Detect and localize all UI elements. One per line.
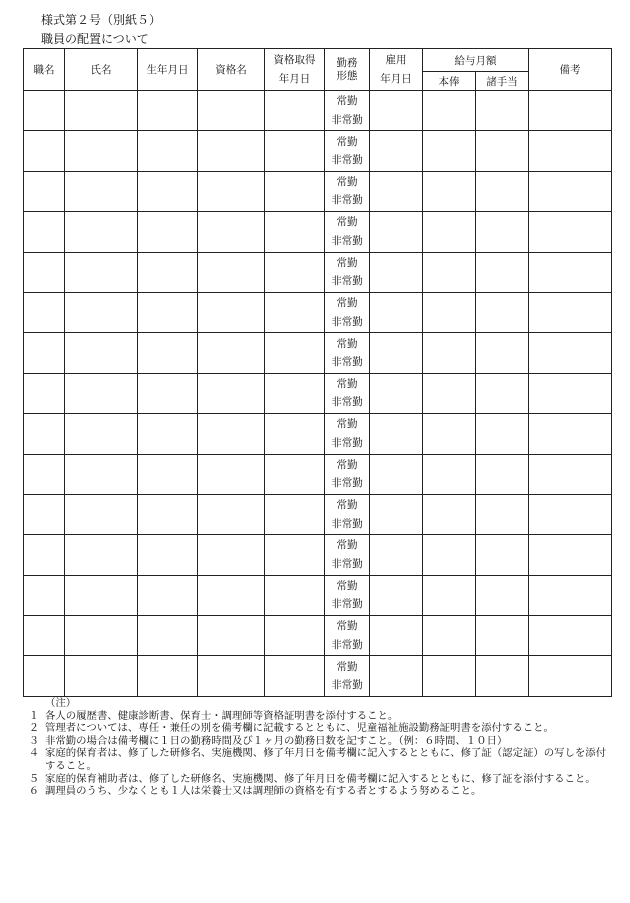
employment-full-time[interactable]: 常勤 bbox=[336, 337, 358, 350]
employment-full-time[interactable]: 常勤 bbox=[336, 579, 358, 592]
base-pay-cell[interactable] bbox=[423, 494, 476, 534]
qualification-cell[interactable] bbox=[198, 414, 265, 454]
header-base-pay: 本俸 bbox=[423, 72, 476, 91]
note-number: ３ bbox=[28, 734, 40, 747]
qualification-cell[interactable] bbox=[198, 333, 265, 373]
header-qual-date-line1: 資格取得 bbox=[273, 54, 316, 67]
birthdate-cell[interactable] bbox=[138, 333, 198, 373]
header-allowances: 諸手当 bbox=[476, 72, 529, 91]
employment-full-time[interactable]: 常勤 bbox=[336, 135, 358, 148]
employment-part-time[interactable]: 非常勤 bbox=[331, 113, 363, 126]
table-row bbox=[24, 575, 612, 615]
note-item bbox=[23, 735, 613, 748]
qualification-cell[interactable] bbox=[198, 131, 265, 171]
header-employment-line1: 勤務 bbox=[336, 57, 358, 70]
job-title-cell[interactable] bbox=[24, 292, 65, 332]
employment-cell bbox=[325, 333, 370, 373]
employment-cell bbox=[325, 252, 370, 292]
qual-date-cell[interactable] bbox=[265, 454, 325, 494]
employment-full-time[interactable]: 常勤 bbox=[336, 297, 358, 310]
birthdate-cell[interactable] bbox=[138, 252, 198, 292]
remarks-cell[interactable] bbox=[529, 454, 612, 494]
hire-date-cell[interactable] bbox=[370, 252, 423, 292]
table-row bbox=[24, 373, 612, 413]
qual-date-cell[interactable] bbox=[265, 292, 325, 332]
table-row bbox=[24, 333, 612, 373]
header-job-title: 職名 bbox=[24, 49, 65, 91]
base-pay-cell[interactable] bbox=[423, 171, 476, 211]
allowances-cell[interactable] bbox=[476, 171, 529, 211]
qualification-cell[interactable] bbox=[198, 171, 265, 211]
base-pay-cell[interactable] bbox=[423, 535, 476, 575]
birthdate-cell[interactable] bbox=[138, 373, 198, 413]
employment-full-time[interactable]: 常勤 bbox=[336, 539, 358, 552]
hire-date-cell[interactable] bbox=[370, 494, 423, 534]
base-pay-cell[interactable] bbox=[423, 292, 476, 332]
birthdate-cell[interactable] bbox=[138, 535, 198, 575]
allowances-cell[interactable] bbox=[476, 91, 529, 131]
employment-part-time[interactable]: 非常勤 bbox=[331, 679, 363, 692]
hire-date-cell[interactable] bbox=[370, 212, 423, 252]
base-pay-cell[interactable] bbox=[423, 212, 476, 252]
qualification-cell[interactable] bbox=[198, 252, 265, 292]
name-cell[interactable] bbox=[65, 454, 138, 494]
table-row bbox=[24, 656, 612, 696]
remarks-cell[interactable] bbox=[529, 373, 612, 413]
base-pay-cell[interactable] bbox=[423, 414, 476, 454]
birthdate-cell[interactable] bbox=[138, 616, 198, 656]
birthdate-cell[interactable] bbox=[138, 131, 198, 171]
table-row bbox=[24, 292, 612, 332]
hire-date-cell[interactable] bbox=[370, 414, 423, 454]
qual-date-cell[interactable] bbox=[265, 494, 325, 534]
note-item bbox=[23, 722, 613, 735]
notes-section bbox=[23, 697, 613, 798]
base-pay-cell[interactable] bbox=[423, 616, 476, 656]
header-hire-line2: 年月日 bbox=[380, 72, 412, 85]
remarks-cell[interactable] bbox=[529, 333, 612, 373]
employment-part-time[interactable]: 非常勤 bbox=[331, 194, 363, 207]
allowances-cell[interactable] bbox=[476, 212, 529, 252]
header-birthdate: 生年月日 bbox=[138, 49, 198, 91]
staff-table bbox=[23, 48, 612, 697]
header-remarks: 備考 bbox=[529, 49, 612, 91]
allowances-cell[interactable] bbox=[476, 454, 529, 494]
note-number: ２ bbox=[28, 722, 40, 735]
allowances-cell[interactable] bbox=[476, 616, 529, 656]
hire-date-cell[interactable] bbox=[370, 535, 423, 575]
hire-date-cell[interactable] bbox=[370, 454, 423, 494]
employment-full-time[interactable]: 常勤 bbox=[336, 95, 358, 108]
hire-date-cell[interactable] bbox=[370, 131, 423, 171]
name-cell[interactable] bbox=[65, 131, 138, 171]
employment-full-time[interactable]: 常勤 bbox=[336, 458, 358, 471]
remarks-cell[interactable] bbox=[529, 414, 612, 454]
note-item bbox=[23, 773, 613, 786]
employment-full-time[interactable]: 常勤 bbox=[336, 660, 358, 673]
table-row bbox=[24, 171, 612, 211]
table-row bbox=[24, 91, 612, 131]
name-cell[interactable] bbox=[65, 252, 138, 292]
job-title-cell[interactable] bbox=[24, 91, 65, 131]
birthdate-cell[interactable] bbox=[138, 575, 198, 615]
qual-date-cell[interactable] bbox=[265, 212, 325, 252]
note-text: 非常勤の場合は備考欄に１日の勤務時間及び１ヶ月の勤務日数を記すこと。（例：６時間、１０日） bbox=[45, 734, 508, 747]
remarks-cell[interactable] bbox=[529, 212, 612, 252]
employment-part-time[interactable]: 非常勤 bbox=[331, 477, 363, 490]
table-row bbox=[24, 252, 612, 292]
employment-part-time[interactable]: 非常勤 bbox=[331, 396, 363, 409]
note-text: 調理員のうち、少なくとも１人は栄養士又は調理師の資格を有する者とするよう努めること。 bbox=[45, 785, 482, 798]
base-pay-cell[interactable] bbox=[423, 333, 476, 373]
base-pay-cell[interactable] bbox=[423, 656, 476, 696]
hire-date-cell[interactable] bbox=[370, 292, 423, 332]
allowances-cell[interactable] bbox=[476, 414, 529, 454]
name-cell[interactable] bbox=[65, 414, 138, 454]
allowances-cell[interactable] bbox=[476, 535, 529, 575]
allowances-cell[interactable] bbox=[476, 292, 529, 332]
job-title-cell[interactable] bbox=[24, 575, 65, 615]
note-number: ４ bbox=[28, 747, 40, 760]
note-item bbox=[23, 710, 613, 723]
note-item bbox=[23, 785, 613, 798]
hire-date-cell[interactable] bbox=[370, 171, 423, 211]
note-text: 各人の履歴書、健康診断書、保育士・調理師等資格証明書を添付すること。 bbox=[45, 709, 399, 722]
employment-cell bbox=[325, 656, 370, 696]
qualification-cell[interactable] bbox=[198, 494, 265, 534]
employment-cell bbox=[325, 292, 370, 332]
name-cell[interactable] bbox=[65, 91, 138, 131]
hire-date-cell[interactable] bbox=[370, 373, 423, 413]
birthdate-cell[interactable] bbox=[138, 171, 198, 211]
base-pay-cell[interactable] bbox=[423, 575, 476, 615]
allowances-cell[interactable] bbox=[476, 656, 529, 696]
header-employment-type bbox=[325, 49, 370, 91]
qualification-cell[interactable] bbox=[198, 616, 265, 656]
employment-cell bbox=[325, 373, 370, 413]
form-number: 様式第２号（別紙５） bbox=[41, 13, 162, 27]
qual-date-cell[interactable] bbox=[265, 414, 325, 454]
job-title-cell[interactable] bbox=[24, 656, 65, 696]
remarks-cell[interactable] bbox=[529, 535, 612, 575]
employment-part-time[interactable]: 非常勤 bbox=[331, 638, 363, 651]
employment-full-time[interactable]: 常勤 bbox=[336, 175, 358, 188]
qual-date-cell[interactable] bbox=[265, 373, 325, 413]
allowances-cell[interactable] bbox=[476, 131, 529, 171]
hire-date-cell[interactable] bbox=[370, 333, 423, 373]
name-cell[interactable] bbox=[65, 535, 138, 575]
remarks-cell[interactable] bbox=[529, 575, 612, 615]
remarks-cell[interactable] bbox=[529, 131, 612, 171]
employment-cell bbox=[325, 535, 370, 575]
qualification-cell[interactable] bbox=[198, 292, 265, 332]
qualification-cell[interactable] bbox=[198, 575, 265, 615]
table-row bbox=[24, 535, 612, 575]
header-hire-line1: 雇用 bbox=[385, 54, 407, 67]
employment-cell bbox=[325, 171, 370, 211]
note-number: １ bbox=[28, 709, 40, 722]
table-row bbox=[24, 131, 612, 171]
name-cell[interactable] bbox=[65, 656, 138, 696]
qualification-cell[interactable] bbox=[198, 535, 265, 575]
qualification-cell[interactable] bbox=[198, 212, 265, 252]
qual-date-cell[interactable] bbox=[265, 575, 325, 615]
employment-cell bbox=[325, 575, 370, 615]
job-title-cell[interactable] bbox=[24, 494, 65, 534]
employment-cell bbox=[325, 131, 370, 171]
job-title-cell[interactable] bbox=[24, 252, 65, 292]
employment-full-time[interactable]: 常勤 bbox=[336, 256, 358, 269]
allowances-cell[interactable] bbox=[476, 252, 529, 292]
hire-date-cell[interactable] bbox=[370, 575, 423, 615]
job-title-cell[interactable] bbox=[24, 454, 65, 494]
job-title-cell[interactable] bbox=[24, 373, 65, 413]
job-title-cell[interactable] bbox=[24, 414, 65, 454]
job-title-cell[interactable] bbox=[24, 131, 65, 171]
name-cell[interactable] bbox=[65, 373, 138, 413]
notes-heading: （注） bbox=[45, 697, 77, 709]
allowances-cell[interactable] bbox=[476, 494, 529, 534]
header-qualification: 資格名 bbox=[198, 49, 265, 91]
note-text: 家庭的保育者は、修了した研修名、実施機関、修了年月日を備考欄に記入するとともに、修了証（認定証）の写しを添付すること。 bbox=[45, 747, 607, 772]
employment-part-time[interactable]: 非常勤 bbox=[331, 315, 363, 328]
note-text: 管理者については、専任・兼任の別を備考欄に記載するとともに、児童福祉施設勤務証明書を添付すること。 bbox=[45, 722, 554, 735]
hire-date-cell[interactable] bbox=[370, 91, 423, 131]
header-name: 氏名 bbox=[65, 49, 138, 91]
header-qual-date-line2: 年月日 bbox=[278, 72, 311, 85]
allowances-cell[interactable] bbox=[476, 373, 529, 413]
table-row bbox=[24, 616, 612, 656]
qual-date-cell[interactable] bbox=[265, 535, 325, 575]
qual-date-cell[interactable] bbox=[265, 91, 325, 131]
remarks-cell[interactable] bbox=[529, 616, 612, 656]
birthdate-cell[interactable] bbox=[138, 91, 198, 131]
employment-full-time[interactable]: 常勤 bbox=[336, 418, 358, 431]
employment-cell bbox=[325, 212, 370, 252]
header-hire-date bbox=[370, 49, 423, 91]
note-text: 家庭的保育補助者は、修了した研修名、実施機関、修了年月日を備考欄に記入するとともに、修了証を添付すること。 bbox=[45, 772, 596, 785]
employment-part-time[interactable]: 非常勤 bbox=[331, 517, 363, 530]
employment-part-time[interactable]: 非常勤 bbox=[331, 598, 363, 611]
employment-cell bbox=[325, 494, 370, 534]
birthdate-cell[interactable] bbox=[138, 414, 198, 454]
employment-cell bbox=[325, 454, 370, 494]
name-cell[interactable] bbox=[65, 212, 138, 252]
job-title-cell[interactable] bbox=[24, 212, 65, 252]
qual-date-cell[interactable] bbox=[265, 252, 325, 292]
job-title-cell[interactable] bbox=[24, 171, 65, 211]
name-cell[interactable] bbox=[65, 575, 138, 615]
employment-part-time[interactable]: 非常勤 bbox=[331, 234, 363, 247]
base-pay-cell[interactable] bbox=[423, 252, 476, 292]
birthdate-cell[interactable] bbox=[138, 212, 198, 252]
qualification-cell[interactable] bbox=[198, 373, 265, 413]
remarks-cell[interactable] bbox=[529, 252, 612, 292]
allowances-cell[interactable] bbox=[476, 333, 529, 373]
qual-date-cell[interactable] bbox=[265, 131, 325, 171]
qual-date-cell[interactable] bbox=[265, 616, 325, 656]
table-row bbox=[24, 414, 612, 454]
employment-cell bbox=[325, 414, 370, 454]
hire-date-cell[interactable] bbox=[370, 616, 423, 656]
name-cell[interactable] bbox=[65, 494, 138, 534]
birthdate-cell[interactable] bbox=[138, 494, 198, 534]
birthdate-cell[interactable] bbox=[138, 656, 198, 696]
employment-part-time[interactable]: 非常勤 bbox=[331, 154, 363, 167]
employment-full-time[interactable]: 常勤 bbox=[336, 216, 358, 229]
employment-full-time[interactable]: 常勤 bbox=[336, 499, 358, 512]
name-cell[interactable] bbox=[65, 171, 138, 211]
employment-cell bbox=[325, 616, 370, 656]
base-pay-cell[interactable] bbox=[423, 454, 476, 494]
employment-part-time[interactable]: 非常勤 bbox=[331, 557, 363, 570]
allowances-cell[interactable] bbox=[476, 575, 529, 615]
remarks-cell[interactable] bbox=[529, 494, 612, 534]
job-title-cell[interactable] bbox=[24, 616, 65, 656]
remarks-cell[interactable] bbox=[529, 171, 612, 211]
employment-part-time[interactable]: 非常勤 bbox=[331, 436, 363, 449]
remarks-cell[interactable] bbox=[529, 656, 612, 696]
job-title-cell[interactable] bbox=[24, 333, 65, 373]
employment-full-time[interactable]: 常勤 bbox=[336, 377, 358, 390]
employment-full-time[interactable]: 常勤 bbox=[336, 620, 358, 633]
qualification-cell[interactable] bbox=[198, 454, 265, 494]
name-cell[interactable] bbox=[65, 333, 138, 373]
remarks-cell[interactable] bbox=[529, 91, 612, 131]
table-row bbox=[24, 494, 612, 534]
base-pay-cell[interactable] bbox=[423, 131, 476, 171]
qual-date-cell[interactable] bbox=[265, 333, 325, 373]
remarks-cell[interactable] bbox=[529, 292, 612, 332]
qual-date-cell[interactable] bbox=[265, 656, 325, 696]
header-employment-line2: 形態 bbox=[336, 69, 358, 82]
birthdate-cell[interactable] bbox=[138, 454, 198, 494]
qual-date-cell[interactable] bbox=[265, 171, 325, 211]
table-row bbox=[24, 212, 612, 252]
name-cell[interactable] bbox=[65, 292, 138, 332]
qualification-cell[interactable] bbox=[198, 656, 265, 696]
header-salary: 給与月額 bbox=[423, 49, 529, 72]
base-pay-cell[interactable] bbox=[423, 373, 476, 413]
name-cell[interactable] bbox=[65, 616, 138, 656]
header-qualification-date bbox=[265, 49, 325, 91]
employment-cell bbox=[325, 91, 370, 131]
qualification-cell[interactable] bbox=[198, 91, 265, 131]
job-title-cell[interactable] bbox=[24, 535, 65, 575]
note-item bbox=[23, 747, 613, 772]
employment-part-time[interactable]: 非常勤 bbox=[331, 356, 363, 369]
employment-part-time[interactable]: 非常勤 bbox=[331, 275, 363, 288]
page-title: 職員の配置について bbox=[41, 32, 149, 46]
birthdate-cell[interactable] bbox=[138, 292, 198, 332]
table-row bbox=[24, 454, 612, 494]
note-number: ５ bbox=[28, 772, 40, 785]
hire-date-cell[interactable] bbox=[370, 656, 423, 696]
base-pay-cell[interactable] bbox=[423, 91, 476, 131]
note-number: ６ bbox=[28, 785, 40, 798]
